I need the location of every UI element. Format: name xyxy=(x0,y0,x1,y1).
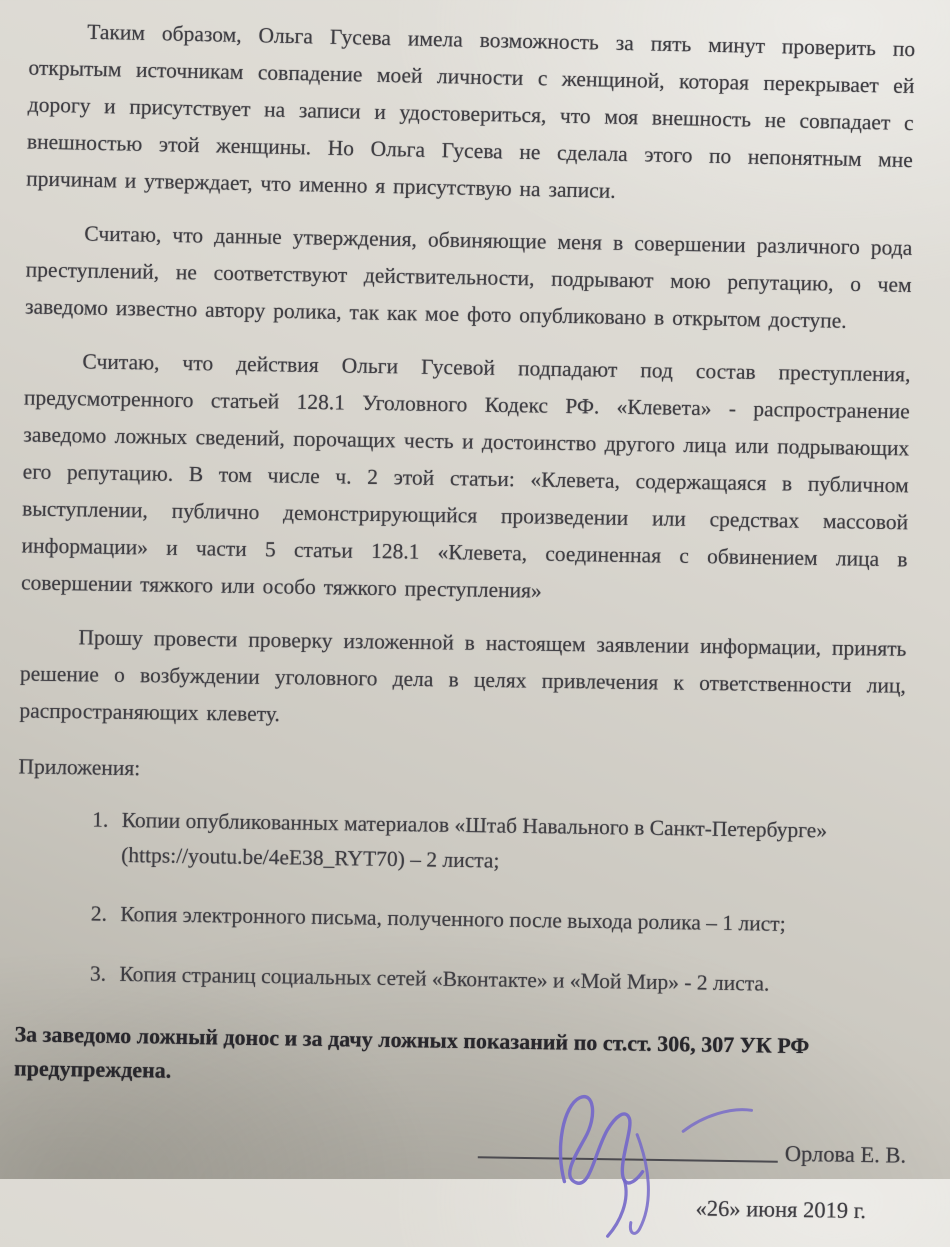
signature-block xyxy=(13,1112,907,1183)
warning-statement: За заведомо ложный донос и за дачу ложных показаний по ст.ст. 306, 307 УК РФ предупреждена. xyxy=(13,1021,810,1083)
attachment-item: 3. Копия страниц социальных сетей «Вконтакте» и «Мой Мир» - 2 листа. xyxy=(111,956,901,1002)
paragraph-2: Считаю, что данные утверждения, обвиняющие меня в совершении различного рода преступлений, не соответствуют действительности, подрывают мою репутацию, о чем заведомо известно автору ролика, так как мое фото опубликовано в открытом доступе. xyxy=(24,221,913,333)
attachment-item: 1. Копии опубликованных материалов «Штаб Навального в Санкт-Петербурге» (https://youtu.be/4eE38_RYT70) – 2 листа; xyxy=(113,803,904,883)
signature-date: «26» июня 2019 г. xyxy=(695,1195,867,1224)
paragraph-3: Считаю, что действия Ольги Гусевой подпадают под состав преступления, предусмотренного статьей 128.1 Уголовного Кодекс РФ. «Клевета» - распространение заведомо ложных сведений, порочащих честь и достоинство другого лица или подрывающих его репутацию. В том числе ч. 2 этой статьи: «Клевета, содержащаяся в публичном выступлении, публично демонстрирующийся произведении или средствах массовой информации» и части 5 статьи 128.1 «Клевета, соединенная с обвинением лица в совершении тяжкого или особо тяжкого преступления» xyxy=(20,349,911,603)
paragraph-1: Таким образом, Ольга Гусева имела возможность за пять минут проверить по открытым источникам совпадение моей личности с женщиной, которая перекрывает ей дорогу и присутствует на записи и удостовериться, что моя внешность не совпадает с внешностью этой женщины. Но Ольга Гусева не сделала этого по непонятным мне причинам и утверждает, что именно я присутствую на записи. xyxy=(25,19,916,203)
attachments-heading: Приложения: xyxy=(18,754,141,781)
signatory-name: Орлова Е. В. xyxy=(784,1141,907,1168)
signature-line xyxy=(478,1156,778,1162)
paragraph-4: Прошу провести проверку изложенной в настоящем заявлении информации, принять решение о возбуждении уголовного дела в целях привлечения к ответственности лиц, распространяющих клевету. xyxy=(19,624,907,726)
attachment-item: 2. Копия электронного письма, полученного после выхода ролика – 1 лист; xyxy=(112,897,902,943)
attachments-list xyxy=(15,802,904,1003)
